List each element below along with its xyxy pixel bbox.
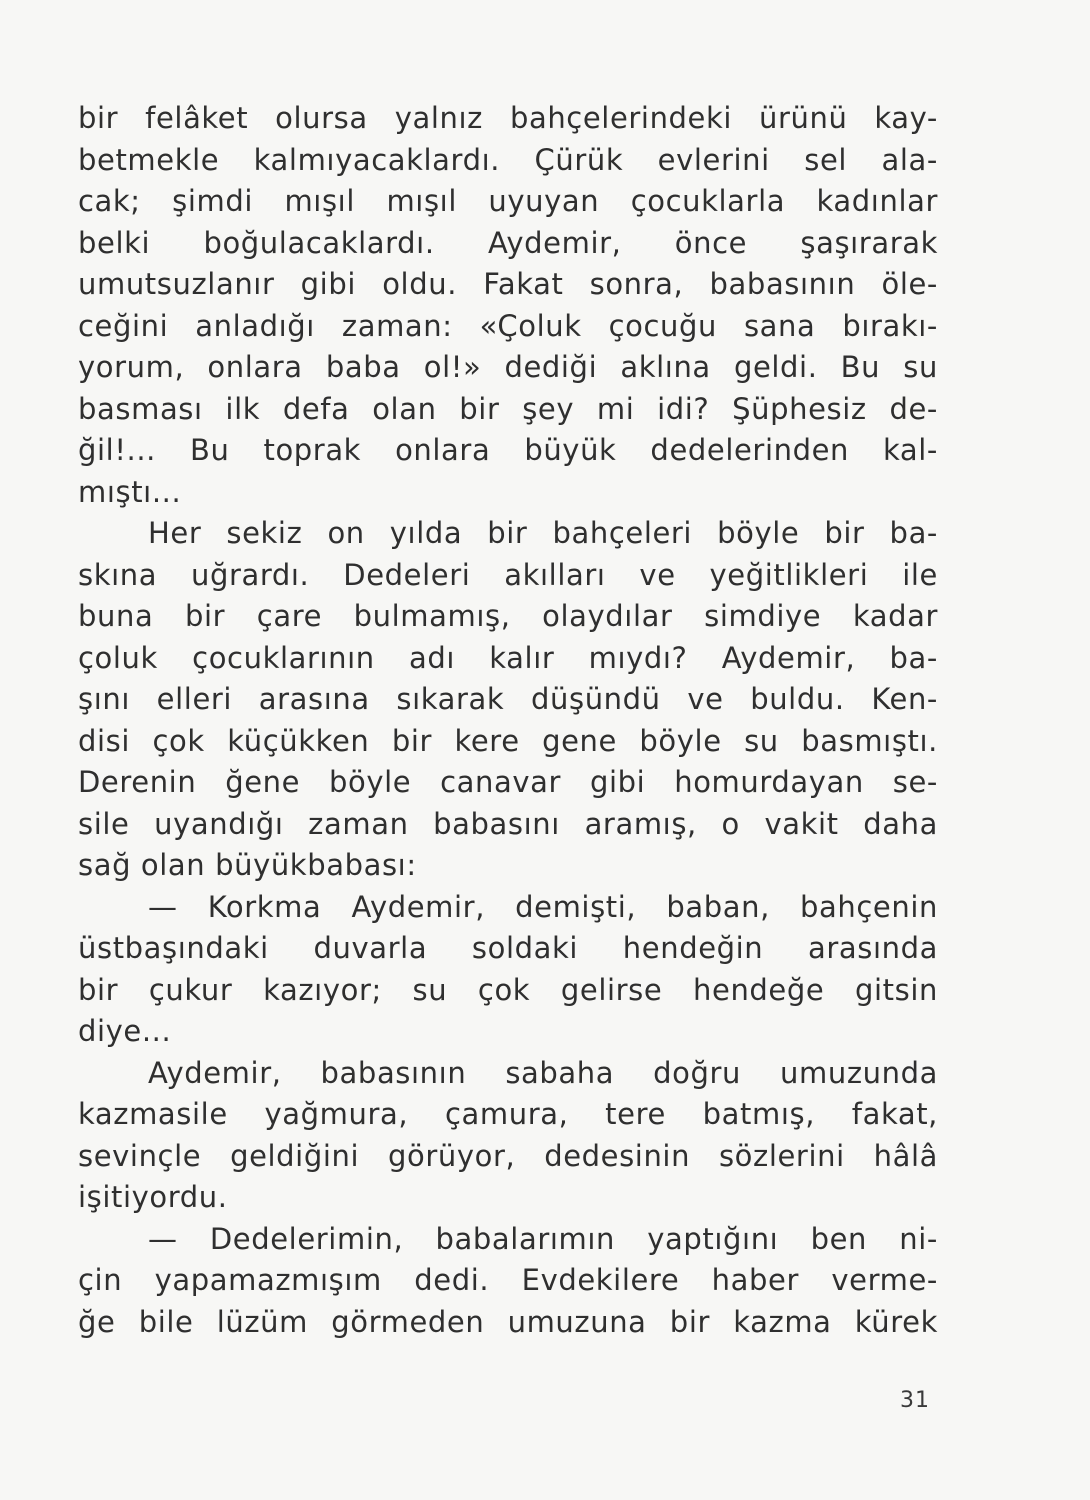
text-line: disi çok küçükken bir kere gene böyle su basmıştı. <box>78 723 938 758</box>
text-line: belki boğulacaklardı. Aydemir, önce şaşırarak <box>78 225 938 260</box>
text-line: kazmasile yağmura, çamura, tere batmış, fakat, <box>78 1097 938 1131</box>
text-line: buna bir çare bulmamış, olaydılar simdiye kadar <box>78 599 938 633</box>
text-line: sevinçle geldiğini görüyor, dedesinin sözlerini hâlâ <box>78 1138 938 1173</box>
text-line: sağ olan büyükbabası: <box>78 848 417 882</box>
text-line: çoluk çocuklarının adı kalır mıydı? Aydemir, ba- <box>78 640 938 675</box>
text-line: basması ilk defa olan bir şey mi idi? Şüphesiz de- <box>78 391 938 426</box>
text-line: çin yapamazmışım dedi. Evdekilere haber verme- <box>78 1263 938 1297</box>
text-line: bir felâket olursa yalnız bahçelerindeki ürünü kay- <box>78 101 938 135</box>
text-line: ğe bile lüzüm görmeden umuzuna bir kazma kürek <box>78 1304 938 1339</box>
text-line: üstbaşındaki duvarla soldaki hendeğin arasında <box>78 931 938 965</box>
paragraph-start-line: Aydemir, babasının sabaha doğru umuzunda <box>148 1055 938 1090</box>
text-line: yorum, onlara baba ol!» dediği aklına geldi. Bu su <box>78 350 938 384</box>
text-line: bir çukur kazıyor; su çok gelirse hendeğe gitsin <box>78 972 938 1007</box>
text-line: şını elleri arasına sıkarak düşündü ve buldu. Ken- <box>78 682 938 716</box>
text-line: ceğini anladığı zaman: «Çoluk çocuğu sana bırakı- <box>78 308 938 343</box>
text-line: cak; şimdi mışıl mışıl uyuyan çocuklarla kadınlar <box>78 184 938 218</box>
dialogue-line: — Dedelerimin, babalarımın yaptığını ben ni- <box>148 1221 938 1256</box>
text-line: betmekle kalmıyacaklardı. Çürük evlerini sel ala- <box>78 142 938 177</box>
text-line: mıştı... <box>78 474 182 509</box>
page-number: 31 <box>900 1388 930 1413</box>
text-line: umutsuzlanır gibi oldu. Fakat sonra, babasının öle- <box>78 267 938 301</box>
text-line: sile uyandığı zaman babasını aramış, o vakit daha <box>78 806 938 841</box>
dialogue-line: — Korkma Aydemir, demişti, baban, bahçenin <box>148 889 938 924</box>
text-line: diye... <box>78 1014 172 1048</box>
paragraph-start-line: Her sekiz on yılda bir bahçeleri böyle bir ba- <box>148 516 938 550</box>
text-line: skına uğrardı. Dedeleri akılları ve yeğitlikleri ile <box>78 557 938 592</box>
text-line: ğil!... Bu toprak onlara büyük dedelerinden kal- <box>78 433 938 467</box>
text-line: işitiyordu. <box>78 1180 228 1214</box>
body-text <box>78 98 938 1343</box>
text-line: Derenin ğene böyle canavar gibi homurdayan se- <box>78 765 938 799</box>
